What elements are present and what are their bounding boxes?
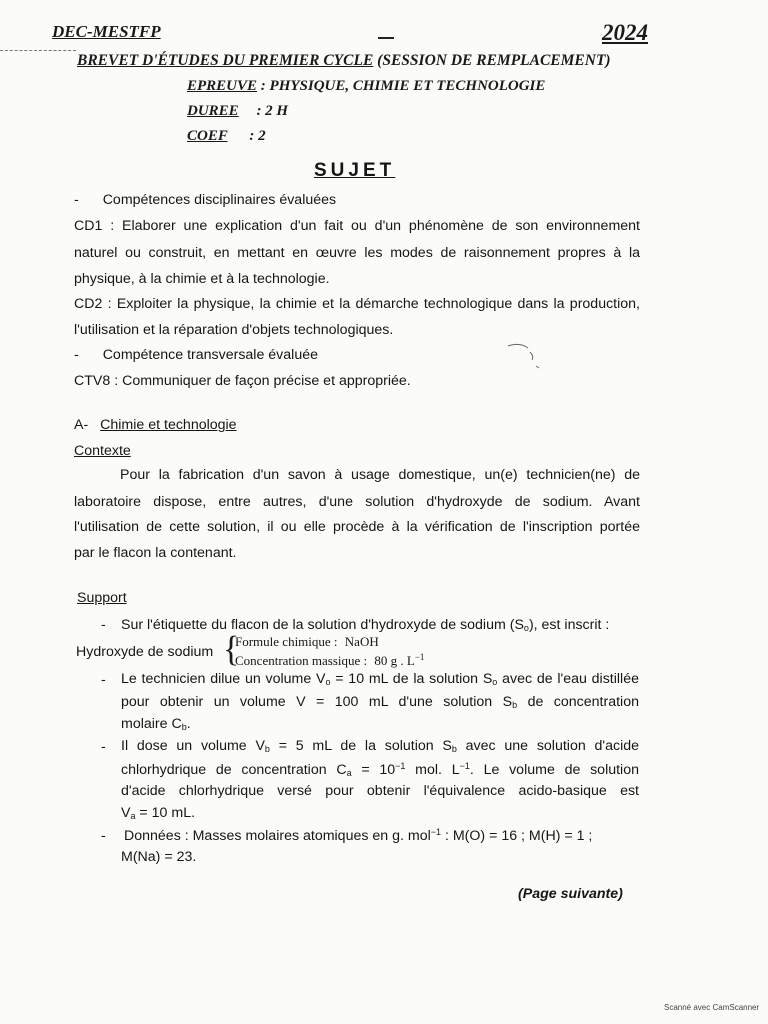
year-label: 2024 xyxy=(602,20,648,45)
bullet-dash: - xyxy=(101,672,106,688)
bullet-dash: - xyxy=(74,347,79,363)
b1-sub: o xyxy=(523,623,529,633)
b3-l2-sub: a xyxy=(346,768,352,778)
b3-l2-c: mol. L xyxy=(405,762,460,778)
org-label: DEC-MESTFP xyxy=(52,22,161,41)
b1-end: ), est inscrit : xyxy=(528,617,610,633)
bullet-dash: - xyxy=(101,828,106,844)
competences-heading-line xyxy=(74,192,336,208)
next-page-note: (Page suivante) xyxy=(518,886,623,902)
exam-name: BREVET D'ÉTUDES DU PREMIER CYCLE xyxy=(77,52,374,69)
b2-l1-a: Le technicien dilue un volume V xyxy=(121,671,326,687)
epreuve-line xyxy=(187,78,545,95)
cd1-line-1: CD1 : Elaborer une explication d'un fait ou d'un phénomène de son environnement xyxy=(74,218,640,234)
b2-l1-b: = 10 mL de la solution S xyxy=(330,671,493,687)
b3-l1-sub1: b xyxy=(264,744,270,754)
b2-l2-a: pour obtenir un volume V = 100 mL d'une solution S xyxy=(121,694,513,710)
duree-value: : 2 H xyxy=(256,103,289,119)
b3-l1-b: = 5 mL de la solution S xyxy=(269,738,452,754)
hydroxyde-label: Hydroxyde de sodium xyxy=(76,644,214,660)
transversal-heading-line xyxy=(74,347,318,363)
support-label: Support xyxy=(77,590,127,606)
coef-label: COEF xyxy=(187,128,228,144)
concentration-value: 80 g . L xyxy=(374,653,415,668)
contexte-label: Contexte xyxy=(74,443,131,459)
scanner-watermark: Scanné avec CamScanner xyxy=(664,1003,760,1012)
support-b3-line1 xyxy=(121,738,639,754)
contexte-line-2: laboratoire dispose, entre autres, d'une solution d'hydroxyde de sodium. Avant xyxy=(74,494,640,510)
curly-brace: { xyxy=(223,630,240,669)
duree-line xyxy=(187,103,288,120)
pen-scribble xyxy=(506,340,546,372)
b3-l4-a: V xyxy=(121,805,131,821)
b3-l4-sub: a xyxy=(130,811,136,821)
b3-l2-exp: −1 xyxy=(395,761,406,771)
support-b1 xyxy=(121,617,609,633)
b3-l1-sub2: b xyxy=(451,744,457,754)
b4-l1-b: : M(O) = 16 ; M(H) = 1 ; xyxy=(441,828,593,844)
cd1-line-2: naturel ou construit, en mettant en œuvre les modes de raisonnement propres à la xyxy=(74,245,640,261)
b3-l2-b: = 10 xyxy=(351,762,396,778)
formule-label: Formule chimique : xyxy=(235,634,338,649)
b3-l1-c: avec une solution d'acide xyxy=(456,738,640,754)
bullet-dash: - xyxy=(101,617,106,633)
support-b3-line4 xyxy=(121,805,195,821)
b3-l4-b: = 10 mL. xyxy=(135,805,196,821)
b2-l2-sub: b xyxy=(512,700,518,710)
formule-value: NaOH xyxy=(344,634,379,649)
b3-l2-exp2: −1 xyxy=(459,761,470,771)
bullet-dash: - xyxy=(101,739,106,755)
b2-l1-sub1: o xyxy=(325,677,331,687)
b3-l1-a: Il dose un volume V xyxy=(121,738,265,754)
left-dash-rule xyxy=(0,50,76,51)
b2-l2-b: de concentration xyxy=(517,694,639,710)
b3-l2-a: chlorhydrique de concentration C xyxy=(121,762,347,778)
section-a-heading xyxy=(74,417,237,433)
contexte-line-4: par le flacon la contenant. xyxy=(74,545,237,561)
support-b2-line2 xyxy=(121,694,639,710)
ctv8-line: CTV8 : Communiquer de façon précise et appropriée. xyxy=(74,373,411,389)
b4-l1-exp: −1 xyxy=(430,827,442,837)
cd2-line-1: CD2 : Exploiter la physique, la chimie et la démarche technologique dans la production, xyxy=(74,296,640,312)
concentration-label: Concentration massique : xyxy=(235,653,368,668)
support-b3-line2 xyxy=(121,761,639,778)
contexte-line-3: l'utilisation de cette solution, il ou elle procède à la vérification de l'inscription portée xyxy=(74,519,640,535)
cd1-line-3: physique, à la chimie et à la technologie. xyxy=(74,271,330,287)
contexte-line-1: Pour la fabrication d'un savon à usage domestique, un(e) technicien(ne) de xyxy=(120,467,640,483)
session-label: (SESSION DE REMPLACEMENT) xyxy=(377,52,611,69)
page-title: SUJET xyxy=(314,160,396,181)
b2-l3-a: molaire C xyxy=(121,716,182,732)
b3-l2-d: . Le volume de solution xyxy=(469,762,639,778)
support-b4-line1 xyxy=(124,827,592,844)
epreuve-label: EPREUVE xyxy=(187,78,258,94)
b2-l1-sub2: o xyxy=(492,677,498,687)
transversal-heading: Compétence transversale évaluée xyxy=(102,347,318,363)
b4-l1-a: Données : Masses molaires atomiques en g. mol xyxy=(124,828,431,844)
b2-l1-c: avec de l'eau distillée xyxy=(497,671,639,687)
b1-text: Sur l'étiquette du flacon de la solution d'hydroxyde de sodium (S xyxy=(121,617,524,633)
epreuve-value: : PHYSIQUE, CHIMIE ET TECHNOLOGIE xyxy=(260,78,546,94)
coef-line xyxy=(187,128,266,145)
competences-heading: Compétences disciplinaires évaluées xyxy=(102,192,337,208)
support-b4-line2: M(Na) = 23. xyxy=(121,849,197,865)
bullet-dash: - xyxy=(74,192,79,208)
concentration-exp: −1 xyxy=(414,652,425,662)
b2-l3-sub: b xyxy=(181,722,187,732)
concentration-line xyxy=(235,652,424,669)
section-a-title: Chimie et technologie xyxy=(100,417,237,433)
exam-title xyxy=(77,52,611,70)
duree-label: DUREE xyxy=(187,103,239,119)
cd2-line-2: l'utilisation et la réparation d'objets technologiques. xyxy=(74,322,394,338)
support-b2-line1 xyxy=(121,671,639,687)
support-b2-line3 xyxy=(121,716,191,732)
formule-line xyxy=(235,634,379,650)
header-dash xyxy=(378,37,394,39)
b2-l3-b: . xyxy=(186,716,191,732)
section-a-prefix: A- xyxy=(74,417,89,433)
support-b3-line3: d'acide chlorhydrique versé pour obtenir l'équivalence acido-basique est xyxy=(121,783,639,799)
coef-value: : 2 xyxy=(249,128,266,144)
